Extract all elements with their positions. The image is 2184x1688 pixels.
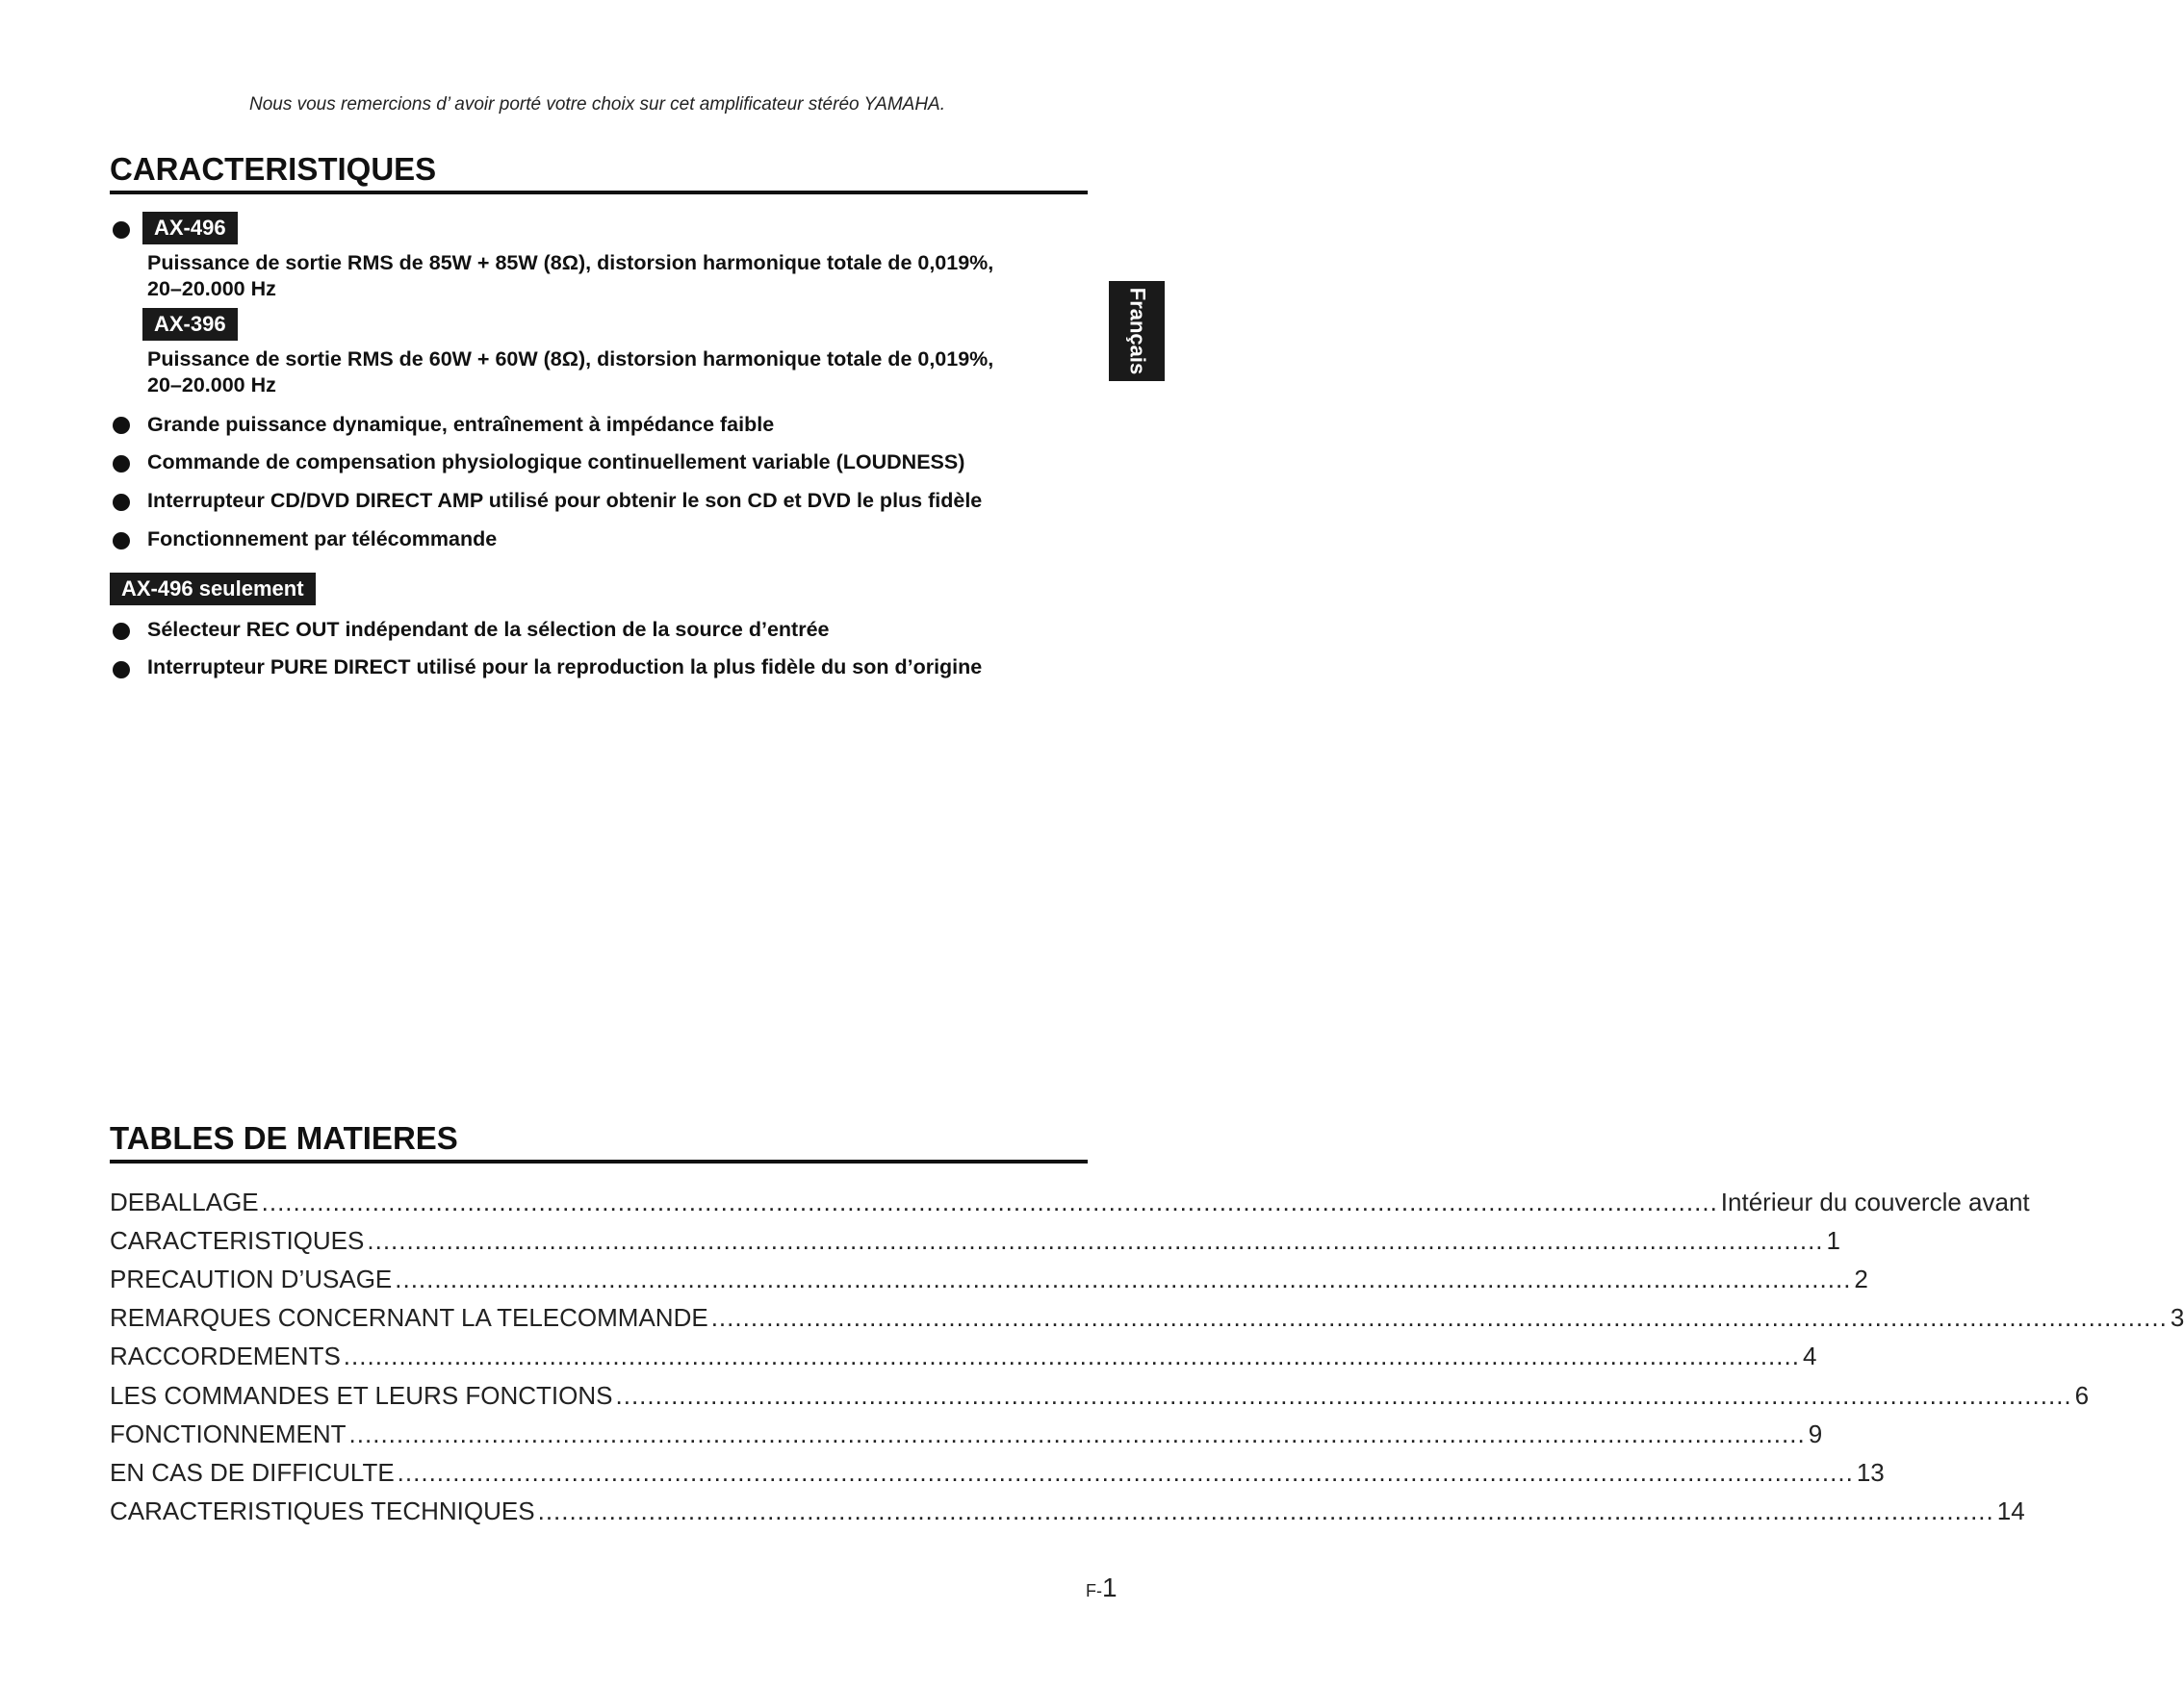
toc-entry-label: EN CAS DE DIFFICULTE xyxy=(110,1458,395,1487)
toc-entry-label: FONCTIONNEMENT xyxy=(110,1419,347,1448)
bullet-icon xyxy=(113,221,130,239)
toc-entry xyxy=(110,1457,1885,1488)
model-tag-ax496: AX-496 xyxy=(142,212,238,244)
toc-heading: TABLES DE MATIERES xyxy=(110,1119,1088,1164)
toc-entry-page: 3 xyxy=(2170,1303,2184,1332)
toc-leader-dots: ........................................................................................................................................................................................ xyxy=(615,1381,2072,1410)
model-spec-ax496-line2: 20–20.000 Hz xyxy=(147,277,276,300)
feature-item: Commande de compensation physiologique continuellement variable (LOUDNESS) xyxy=(147,450,965,473)
toc-entry-page: Intérieur du couvercle avant xyxy=(1720,1188,2030,1216)
language-tab xyxy=(1109,281,1165,381)
toc-entry-label: LES COMMANDES ET LEURS FONCTIONS xyxy=(110,1381,613,1410)
feature-item: Grande puissance dynamique, entraînement à impédance faible xyxy=(147,413,775,436)
only-feature-item: Interrupteur PURE DIRECT utilisé pour la reproduction la plus fidèle du son d’origine xyxy=(147,655,983,678)
feature-item: Fonctionnement par télécommande xyxy=(147,527,498,550)
model-spec-ax496-line1: Puissance de sortie RMS de 85W + 85W (8Ω), distorsion harmonique totale de 0,019%, xyxy=(147,251,994,274)
toc-leader-dots: ........................................................................................................................................................................................ xyxy=(261,1188,1718,1216)
toc-entry-label: DEBALLAGE xyxy=(110,1188,259,1216)
toc-entry-page: 9 xyxy=(1808,1419,1823,1448)
toc-entry-label: RACCORDEMENTS xyxy=(110,1342,341,1370)
toc-entry-page: 13 xyxy=(1856,1458,1885,1487)
page-number-prefix: F- xyxy=(1086,1581,1102,1600)
toc-entry-page: 4 xyxy=(1802,1342,1817,1370)
bullet-icon xyxy=(113,623,130,640)
toc-entry-page: 6 xyxy=(2074,1381,2090,1410)
toc-entry xyxy=(110,1187,2030,1217)
toc-entry-label: CARACTERISTIQUES xyxy=(110,1226,365,1255)
toc-entry xyxy=(110,1496,2025,1526)
model-spec-ax396-line1: Puissance de sortie RMS de 60W + 60W (8Ω), distorsion harmonique totale de 0,019%, xyxy=(147,347,994,371)
toc-entry xyxy=(110,1419,1823,1449)
page-number-value: 1 xyxy=(1102,1573,1118,1602)
toc-leader-dots: ........................................................................................................................................................................................ xyxy=(395,1265,1852,1293)
feature-item: Interrupteur CD/DVD DIRECT AMP utilisé pour obtenir le son CD et DVD le plus fidèle xyxy=(147,489,983,512)
toc-leader-dots: ........................................................................................................................................................................................ xyxy=(397,1458,1854,1487)
toc-entry-label: REMARQUES CONCERNANT LA TELECOMMANDE xyxy=(110,1303,708,1332)
page-number xyxy=(1086,1573,1118,1603)
toc-entry xyxy=(110,1302,2184,1333)
toc-entry-page: 2 xyxy=(1854,1265,1868,1293)
toc-entry xyxy=(110,1341,1817,1371)
bullet-icon xyxy=(113,494,130,511)
toc-leader-dots: ........................................................................................................................................................................................ xyxy=(367,1226,1824,1255)
toc-leader-dots: ........................................................................................................................................................................................ xyxy=(348,1419,1806,1448)
model-tag-ax396: AX-396 xyxy=(142,308,238,341)
only-feature-item: Sélecteur REC OUT indépendant de la sélection de la source d’entrée xyxy=(147,618,830,641)
toc-entry-label: PRECAUTION D’USAGE xyxy=(110,1265,393,1293)
toc-entry-page: 1 xyxy=(1826,1226,1840,1255)
toc-leader-dots: ........................................................................................................................................................................................ xyxy=(343,1342,1800,1370)
bullet-icon xyxy=(113,417,130,434)
intro-text: Nous vous remercions d’ avoir porté votre choix sur cet amplificateur stéréo YAMAHA. xyxy=(248,94,945,115)
bullet-icon xyxy=(113,532,130,550)
model-spec-ax396-line2: 20–20.000 Hz xyxy=(147,373,276,396)
features-heading: CARACTERISTIQUES xyxy=(110,150,1088,194)
toc-entry xyxy=(110,1380,2090,1411)
bullet-icon xyxy=(113,455,130,473)
toc-leader-dots: ........................................................................................................................................................................................ xyxy=(537,1496,1994,1525)
toc-entry xyxy=(110,1225,1840,1256)
toc-entry-page: 14 xyxy=(1996,1496,2025,1525)
toc-leader-dots: ........................................................................................................................................................................................ xyxy=(710,1303,2168,1332)
toc-entry xyxy=(110,1264,1868,1294)
toc-entry-label: CARACTERISTIQUES TECHNIQUES xyxy=(110,1496,535,1525)
only-tag-ax496: AX-496 seulement xyxy=(110,573,316,605)
bullet-icon xyxy=(113,661,130,678)
language-tab-label: Français xyxy=(1125,287,1149,375)
